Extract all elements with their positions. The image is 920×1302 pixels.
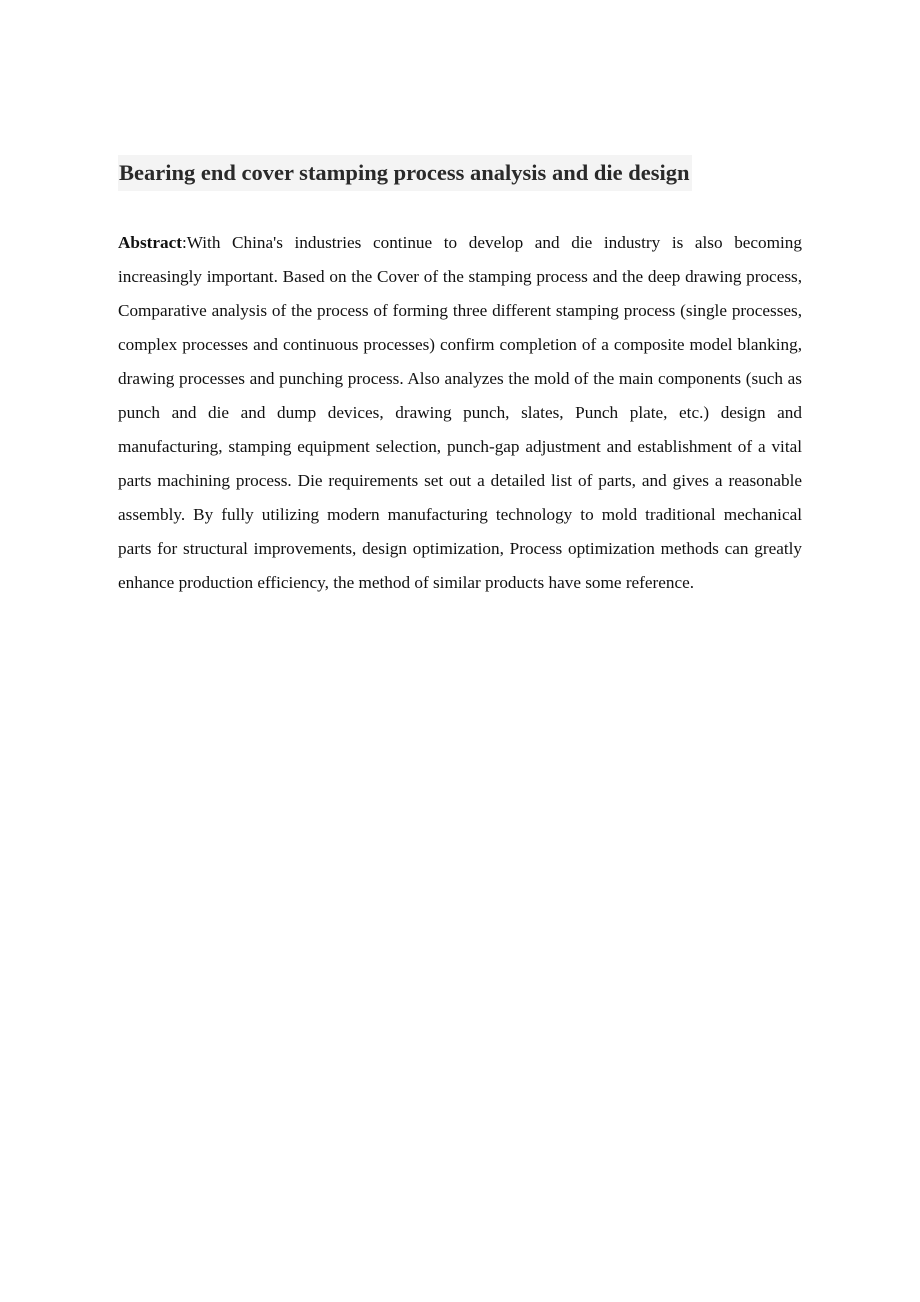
abstract-label: Abstract: [118, 233, 182, 252]
abstract-separator: :: [181, 233, 187, 252]
abstract-paragraph: [118, 226, 802, 600]
abstract-body: With China's industries continue to develop and die industry is also becoming increasingly important. Based on the Cover of the stamping process and the deep drawing process, Comparative analysis of the process of forming three different stamping process (single processes, complex processes and continuous processes) confirm completion of a composite model blanking, drawing processes and punching process. Also analyzes the mold of the main components (such as punch and die and dump devices, drawing punch, slates, Punch plate, etc.) design and manufacturing, stamping equipment selection, punch-gap adjustment and establishment of a vital parts machining process. Die requirements set out a detailed list of parts, and gives a reasonable assembly. By fully utilizing modern manufacturing technology to mold traditional mechanical parts for structural improvements, design optimization, Process optimization methods can greatly enhance production efficiency, the method of similar products have some reference.: [118, 233, 802, 592]
document-title: Bearing end cover stamping process analysis and die design: [118, 155, 692, 191]
